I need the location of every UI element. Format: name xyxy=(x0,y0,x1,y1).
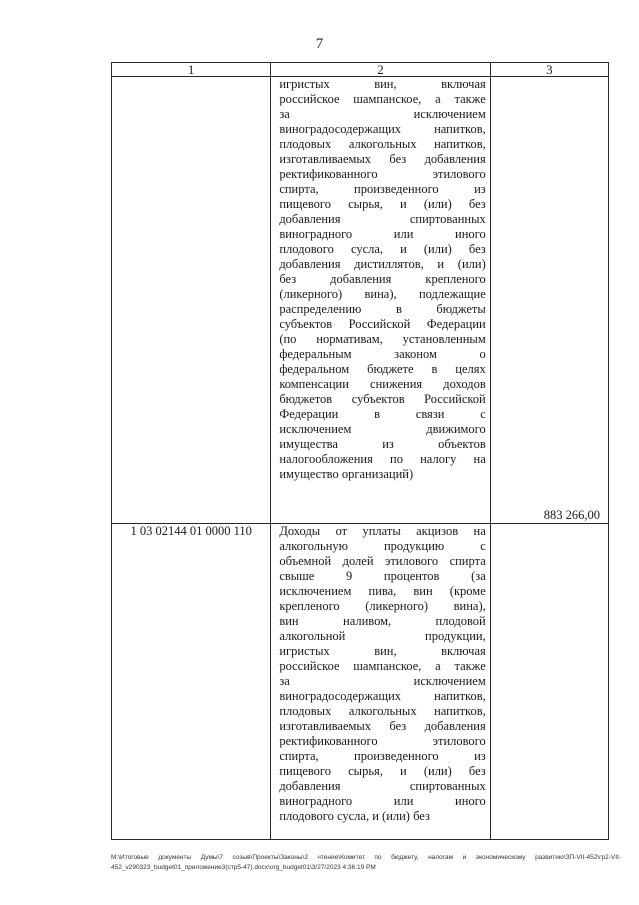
description-line: имущества из объектов xyxy=(279,437,486,451)
footer-line: М:\Итоговые документы Думы\7 созыв\Проекты\Законы\2 чтение\Комитет по бюджету, налогам и экономическому развитию\ЗП-VII-452\гр2-VII- xyxy=(111,854,621,861)
description-line: спирта, произведенного из xyxy=(279,749,486,763)
description-line: виноградного или иного xyxy=(279,227,486,241)
description-line: добавления спиртованных xyxy=(279,212,486,226)
description-line: добавления спиртованных xyxy=(279,779,486,793)
amount-cell: 883 266,00 xyxy=(490,77,608,524)
description-line: добавления дистиллятов, и (или) xyxy=(279,257,486,271)
description-line: российское шампанское, а также xyxy=(279,92,486,106)
description-line: компенсации снижения доходов xyxy=(279,377,486,391)
budget-table xyxy=(111,62,609,840)
description-line: алкогольную продукцию с xyxy=(279,539,486,553)
description-line: распределению в бюджеты xyxy=(279,302,486,316)
description-line: виноградосодержащих напитков, xyxy=(279,689,486,703)
description-line: виноградного или иного xyxy=(279,794,486,808)
description-line: за исключением xyxy=(279,674,486,688)
table-row xyxy=(112,524,609,840)
table-row xyxy=(112,77,609,524)
amount-cell xyxy=(490,524,608,840)
description-line: Доходы от уплаты акцизов на xyxy=(279,524,486,538)
description-line: без добавления крепленого xyxy=(279,272,486,286)
description-line: Федерации в связи с xyxy=(279,407,486,421)
description-line: федеральным законом о xyxy=(279,347,486,361)
description-cell xyxy=(271,524,490,840)
description-line: игристых вин, включая xyxy=(279,644,486,658)
description-line: плодовых алкогольных напитков, xyxy=(279,704,486,718)
description-line: (по нормативам, установленным xyxy=(279,332,486,346)
description-line: изготавливаемых без добавления xyxy=(279,719,486,733)
description-line: крепленого (ликерного) вина), xyxy=(279,599,486,613)
column-header-1: 1 xyxy=(112,63,271,77)
page-number: 7 xyxy=(315,36,324,52)
column-header-3: 3 xyxy=(490,63,608,77)
description-line: плодовых алкогольных напитков, xyxy=(279,137,486,151)
file-path-footer xyxy=(111,853,621,873)
column-header-2: 2 xyxy=(271,63,490,77)
description-line: бюджетов субъектов Российской xyxy=(279,392,486,406)
description-line: свыше 9 процентов (за xyxy=(279,569,486,583)
code-cell: 1 03 02144 01 0000 110 xyxy=(112,524,271,840)
description-line: исключением пива, вин (кроме xyxy=(279,584,486,598)
description-line: налогообложения по налогу на xyxy=(279,452,486,466)
description-line: алкогольной продукции, xyxy=(279,629,486,643)
description-line: (ликерного) вина), подлежащие xyxy=(279,287,486,301)
description-line: федеральном бюджете в целях xyxy=(279,362,486,376)
description-line: субъектов Российской Федерации xyxy=(279,317,486,331)
description-line: пищевого сырья, и (или) без xyxy=(279,764,486,778)
description-line: российское шампанское, а также xyxy=(279,659,486,673)
description-line: виноградосодержащих напитков, xyxy=(279,122,486,136)
description-cell xyxy=(271,77,490,524)
description-line: объемной долей этилового спирта xyxy=(279,554,486,568)
description-line: ректификованного этилового xyxy=(279,734,486,748)
description-line: имущество организаций) xyxy=(279,467,414,481)
description-line: за исключением xyxy=(279,107,486,121)
description-line: вин наливом, плодовой xyxy=(279,614,486,628)
code-cell xyxy=(112,77,271,524)
description-line: плодового сусла, и (или) без xyxy=(279,809,430,823)
table-header-row xyxy=(112,63,609,77)
footer-line: 452_v290323_budget01_приложение3(стр5-47).docx\org_budget01\3/27/2023 4:36:19 PM xyxy=(111,864,376,871)
description-line: ректификованного этилового xyxy=(279,167,486,181)
description-line: плодового сусла, и (или) без xyxy=(279,242,486,256)
description-line: исключением движимого xyxy=(279,422,486,436)
description-line: пищевого сырья, и (или) без xyxy=(279,197,486,211)
description-line: изготавливаемых без добавления xyxy=(279,152,486,166)
description-line: игристых вин, включая xyxy=(279,77,486,91)
description-line: спирта, произведенного из xyxy=(279,182,486,196)
